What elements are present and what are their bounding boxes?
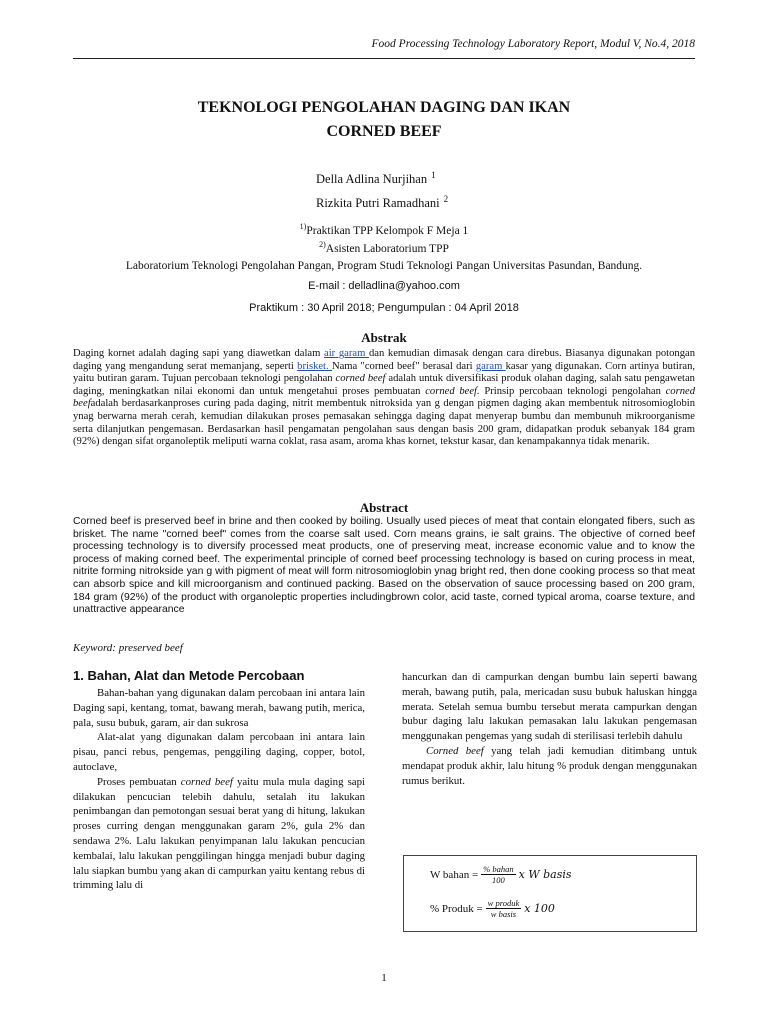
abstract-body: Corned beef is preserved beef in brine and then cooked by boiling. Usually used pieces of meat that contain elongated fibers, such as brisket. The name "corned beef" comes from the coarse salt used. Corn means grains, ie salt grains. The objective of corned beef processing technology is to diversify processed meat products, one of preserving meat, increase economic value and to know the process of making corned beef. The experimental principle of corned beef processing technology is based on curing process in meat, nitrite forming nitrokside yan g with pigment of meat will form nitrosomioglobin ynag bright red, then done cooking process so that meat can absorb spice and kill microorganism and continued packing. Based on the observation of sauce processing based on 200 gram, 184 gram (92%) of the product with organoleptic properties includingbrown color, acid taste, corned typical aroma, coarse texture, and unattractive appearance bbox=[73, 516, 695, 616]
paragraph-process bbox=[73, 775, 365, 893]
affiliation-1-mark: 1) bbox=[299, 222, 307, 231]
affiliation-1-text: Praktikan TPP Kelompok F Meja 1 bbox=[306, 224, 469, 237]
author-1-name: Della Adlina Nurjihan bbox=[316, 172, 428, 187]
weighing-italic: Corned beef bbox=[426, 744, 484, 757]
running-header: Food Processing Technology Laboratory Report, Modul V, No.4, 2018 bbox=[371, 38, 695, 50]
weighing-text: yang telah jadi kemudian ditimbang untuk mendapat produk akhir, lalu hitung % produk dengan menggunakan rumus berikut. bbox=[402, 744, 697, 787]
section-1-heading: 1. Bahan, Alat dan Metode Percobaan bbox=[73, 668, 305, 683]
left-column bbox=[73, 686, 365, 893]
paragraph-process-continued: hancurkan dan di campurkan dengan bumbu lain seperti bawang merah, bawang putih, pala, mericadan susu bubuk haluskan hingga merata. Setelah semua bumbu tersebut merata campurkan dengan bubur daging lalu lakukan pemasakan lalu lakukan pengemasan menggunakan pengemas yang sudah di sterilisasi terlebih dahulu bbox=[402, 671, 697, 743]
formula-1-numerator: % bahan bbox=[483, 864, 514, 874]
formula-1-fraction bbox=[481, 864, 515, 885]
formula-2-label: % Produk = bbox=[430, 902, 483, 915]
link-brisket[interactable]: brisket. bbox=[297, 360, 332, 372]
abstrak-body bbox=[73, 348, 695, 449]
formula-2-denominator: w basis bbox=[490, 909, 517, 919]
formula-box bbox=[403, 855, 697, 932]
affiliation-2-text: Asisten Laboratorium TPP bbox=[325, 242, 449, 255]
paragraph-tools: Alat-alat yang digunakan dalam percobaan ini antara lain pisau, panci rebus, pengemas, penggiling daging, copper, botol, autoclave, bbox=[73, 731, 365, 773]
right-column bbox=[402, 670, 697, 788]
institution: Laboratorium Teknologi Pengolahan Pangan, Program Studi Teknologi Pangan Universitas Pasundan, Bandung. bbox=[125, 260, 643, 272]
author-2-mark: 2 bbox=[443, 194, 449, 204]
abstrak-italic: corned beef. bbox=[425, 385, 480, 397]
abstrak-italic: corned beef bbox=[73, 385, 695, 410]
affiliation-1 bbox=[73, 222, 695, 237]
abstrak-italic: corned beef bbox=[335, 373, 386, 385]
process-text: Proses pembuatan bbox=[97, 775, 181, 788]
abstract-heading: Abstract bbox=[359, 500, 409, 515]
formula-1-tail: x W basis bbox=[518, 868, 572, 881]
abstrak-text: adalah berdasarkanproses curing pada daging, nitrit membentuk nitroksida yan g dengan pigmen daging akan membentuk nitrosomioglobin ynag berwarna merah cerah, kemudian dilakukan proses pemasakan sehingga daging dapat menyerap bumbu dan membunuh mikroorganisme serta dilanjutkan pengemasan. Berdasarkan hasil pengamatan pengolahan saus dengan basis 200 gram, didapatkan produk sebanyak 184 gram (92%) dengan sifat organoleptik meliputi warna coklat, rasa asam, aroma khas kornet, tekstur kasar, dan kenampakannya tidak menarik. bbox=[73, 398, 695, 448]
paper-title bbox=[73, 96, 695, 144]
abstrak-text: Nama "corned beef" berasal dari bbox=[331, 360, 476, 372]
formula-2-numerator: w produk bbox=[487, 898, 520, 908]
abstrak-text: Daging kornet adalah daging sapi yang diawetkan dalam bbox=[73, 348, 325, 359]
email-line: E-mail : delladlina@yahoo.com bbox=[308, 280, 460, 292]
title-line-1: TEKNOLOGI PENGOLAHAN DAGING DAN IKAN bbox=[197, 99, 571, 116]
affiliation-2-mark: 2) bbox=[319, 240, 326, 249]
abstrak-text: adalah untuk diversifikasi produk olahan daging, salah satu pengawetan daging, meningkatkan nilai ekonomi dan untuk mengetahui proses pembuatan bbox=[73, 373, 695, 397]
author-2-name: Rizkita Putri Ramadhani bbox=[316, 196, 440, 211]
paragraph-materials: Bahan-bahan yang digunakan dalam percobaan ini antara lain Daging sapi, kentang, tomat, bawang merah, bawang putih, merica, pala, susu bubuk, garam, air dan sukrosa bbox=[73, 687, 365, 729]
abstrak-heading: Abstrak bbox=[361, 330, 407, 345]
abstrak-text: kasar yang digunakan. Corn artinya butiran, yaitu butiran garam. Tujuan percobaan teknologi pengolahan bbox=[73, 360, 696, 385]
formula-1-denominator: 100 bbox=[492, 875, 505, 885]
abstrak-text: dan kemudian dimasak dengan cara direbus. Biasanya digunakan potongan daging yang mengandung serat memanjang, seperti bbox=[73, 348, 695, 372]
header-rule bbox=[73, 58, 695, 59]
link-air-garam[interactable]: air garam bbox=[324, 348, 369, 359]
formula-1-label: W bahan = bbox=[430, 868, 479, 881]
dates-line: Praktikum : 30 April 2018; Pengumpulan : 04 April 2018 bbox=[249, 302, 519, 314]
formula-2-fraction bbox=[486, 898, 522, 919]
author-2 bbox=[316, 194, 448, 211]
author-1-mark: 1 bbox=[431, 170, 436, 180]
process-italic: corned beef bbox=[180, 775, 233, 788]
process-text: yaitu mula mula daging sapi dilakukan pencucian telebih dahulu, setalah itu lakukan penimbangan dan pemotongan sesuai berat yang di hitung, lakukan proses curring dengan menggunakan garam 2%, gula 2% dan sendawa 2%. Lalu lakukan penyimpanan lalu lakukan pencucian kembalai, lalu lakukan penggilingan hingga menjadi bubur daging lalu siapkan bumbu yang akan di campurkan yaitu kentang rebus di trimming lalu di bbox=[73, 775, 365, 892]
affiliation-2 bbox=[73, 240, 695, 255]
page-number: 1 bbox=[381, 972, 387, 984]
formula-persen-produk bbox=[430, 898, 555, 919]
paragraph-weighing bbox=[402, 744, 697, 788]
keywords: Keyword: preserved beef bbox=[73, 642, 183, 654]
author-1 bbox=[316, 170, 436, 187]
formula-2-tail: x 100 bbox=[524, 902, 555, 915]
title-line-2: CORNED BEEF bbox=[326, 123, 442, 140]
link-garam[interactable]: garam bbox=[475, 360, 506, 372]
formula-w-bahan bbox=[430, 864, 572, 885]
abstrak-text: Prinsip percobaan teknologi pengolahan bbox=[479, 385, 666, 397]
